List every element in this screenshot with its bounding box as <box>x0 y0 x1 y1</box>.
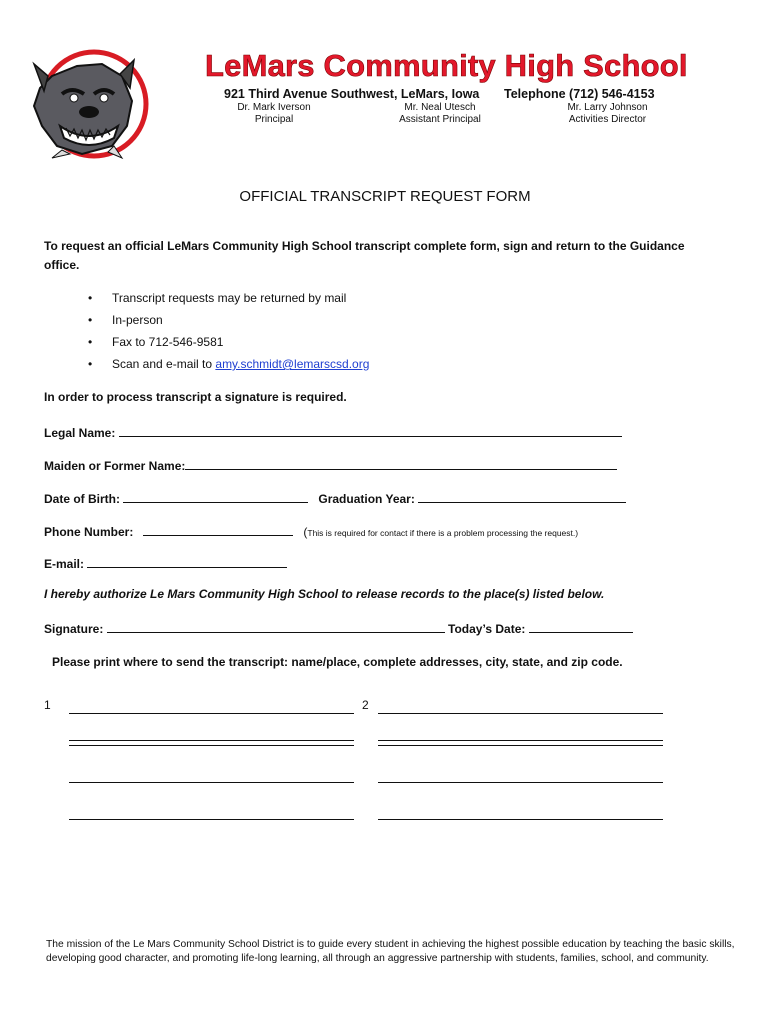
intro-text: To request an official LeMars Community High School transcript complete form, sign and return to the Guidance office. <box>44 239 685 272</box>
phone-number-field[interactable] <box>143 523 293 536</box>
destination-1-line-4[interactable] <box>69 819 354 820</box>
destination-2-line-2[interactable] <box>378 740 663 741</box>
birth-graduation-row <box>44 490 626 506</box>
bullet-icon: • <box>88 357 93 371</box>
bullet-icon: • <box>88 291 93 305</box>
list-item: • Transcript requests may be returned by mail <box>88 291 347 305</box>
bullet-icon: • <box>88 335 93 349</box>
maiden-name-field[interactable] <box>185 457 617 470</box>
phone-note: This is required for contact if there is a problem processing the request.) <box>307 528 579 538</box>
destination-number: 1 <box>44 698 51 712</box>
school-name: LeMars Community High School <box>205 48 688 83</box>
staff-role: Assistant Principal <box>399 114 481 125</box>
bulldog-mascot-icon <box>22 46 152 164</box>
signature-field[interactable] <box>107 620 445 633</box>
phone-number-label: Phone Number: <box>44 525 134 539</box>
destination-1-line-3[interactable] <box>69 782 354 783</box>
form-title: OFFICIAL TRANSCRIPT REQUEST FORM <box>239 188 531 205</box>
legal-name-label: Legal Name: <box>44 426 116 440</box>
staff-principal <box>214 102 334 126</box>
authorization-statement: I hereby authorize Le Mars Community High School to release records to the place(s) listed below. <box>44 587 605 601</box>
date-of-birth-field[interactable] <box>123 490 308 503</box>
todays-date-label: Today’s Date: <box>448 622 526 636</box>
destination-1-line-1[interactable] <box>69 713 354 714</box>
destination-1-line-2[interactable] <box>69 740 354 741</box>
signature-label: Signature: <box>44 622 104 636</box>
school-address: 921 Third Avenue Southwest, LeMars, Iowa <box>224 87 480 101</box>
destination-number: 2 <box>362 698 369 712</box>
mission-statement: The mission of the Le Mars Community School District is to guide every student in achieving the highest possible education by teaching the basic skills, developing good character, and promoting life-long learning, all through an aggressive partnership with students, families, school, and community. <box>46 939 735 964</box>
staff-name: Mr. Neal Utesch <box>404 102 476 113</box>
email-link[interactable]: amy.schmidt@lemarscsd.org <box>215 357 370 371</box>
destination-2-line-3[interactable] <box>378 782 663 783</box>
print-instructions: Please print where to send the transcript: name/place, complete addresses, city, state, and zip code. <box>52 655 623 669</box>
list-item: • In-person <box>88 313 163 327</box>
destination-2-line-4[interactable] <box>378 819 663 820</box>
destination-2-line-1[interactable] <box>378 713 663 714</box>
legal-name-field[interactable] <box>119 424 622 437</box>
email-row <box>44 555 287 571</box>
graduation-year-label: Graduation Year: <box>318 492 415 506</box>
legal-name-row <box>44 424 622 440</box>
staff-activities-director <box>545 102 670 126</box>
phone-row: Phone Number: (This is required for contact if there is a problem processing the request.) <box>44 525 579 539</box>
staff-assistant-principal <box>380 102 500 126</box>
school-telephone: Telephone (712) 546-4153 <box>504 87 655 101</box>
staff-role: Principal <box>254 114 294 125</box>
staff-name: Dr. Mark Iverson <box>237 102 311 113</box>
maiden-name-label: Maiden or Former Name: <box>44 459 186 473</box>
list-item: • Scan and e-mail to amy.schmidt@lemarscsd.org <box>88 357 370 371</box>
bullet-icon: • <box>88 313 93 327</box>
maiden-name-row <box>44 457 617 473</box>
signature-row <box>44 620 633 636</box>
graduation-year-field[interactable] <box>418 490 626 503</box>
email-label: E-mail: <box>44 557 85 571</box>
date-of-birth-label: Date of Birth: <box>44 492 120 506</box>
signature-required-note: In order to process transcript a signature is required. <box>44 390 347 404</box>
destination-2-line-2b[interactable] <box>378 745 663 746</box>
destination-1-line-2b[interactable] <box>69 745 354 746</box>
todays-date-field[interactable] <box>529 620 633 633</box>
staff-name: Mr. Larry Johnson <box>567 102 648 113</box>
staff-role: Activities Director <box>568 114 647 125</box>
email-field[interactable] <box>87 555 287 568</box>
list-item: • Fax to 712-546-9581 <box>88 335 224 349</box>
